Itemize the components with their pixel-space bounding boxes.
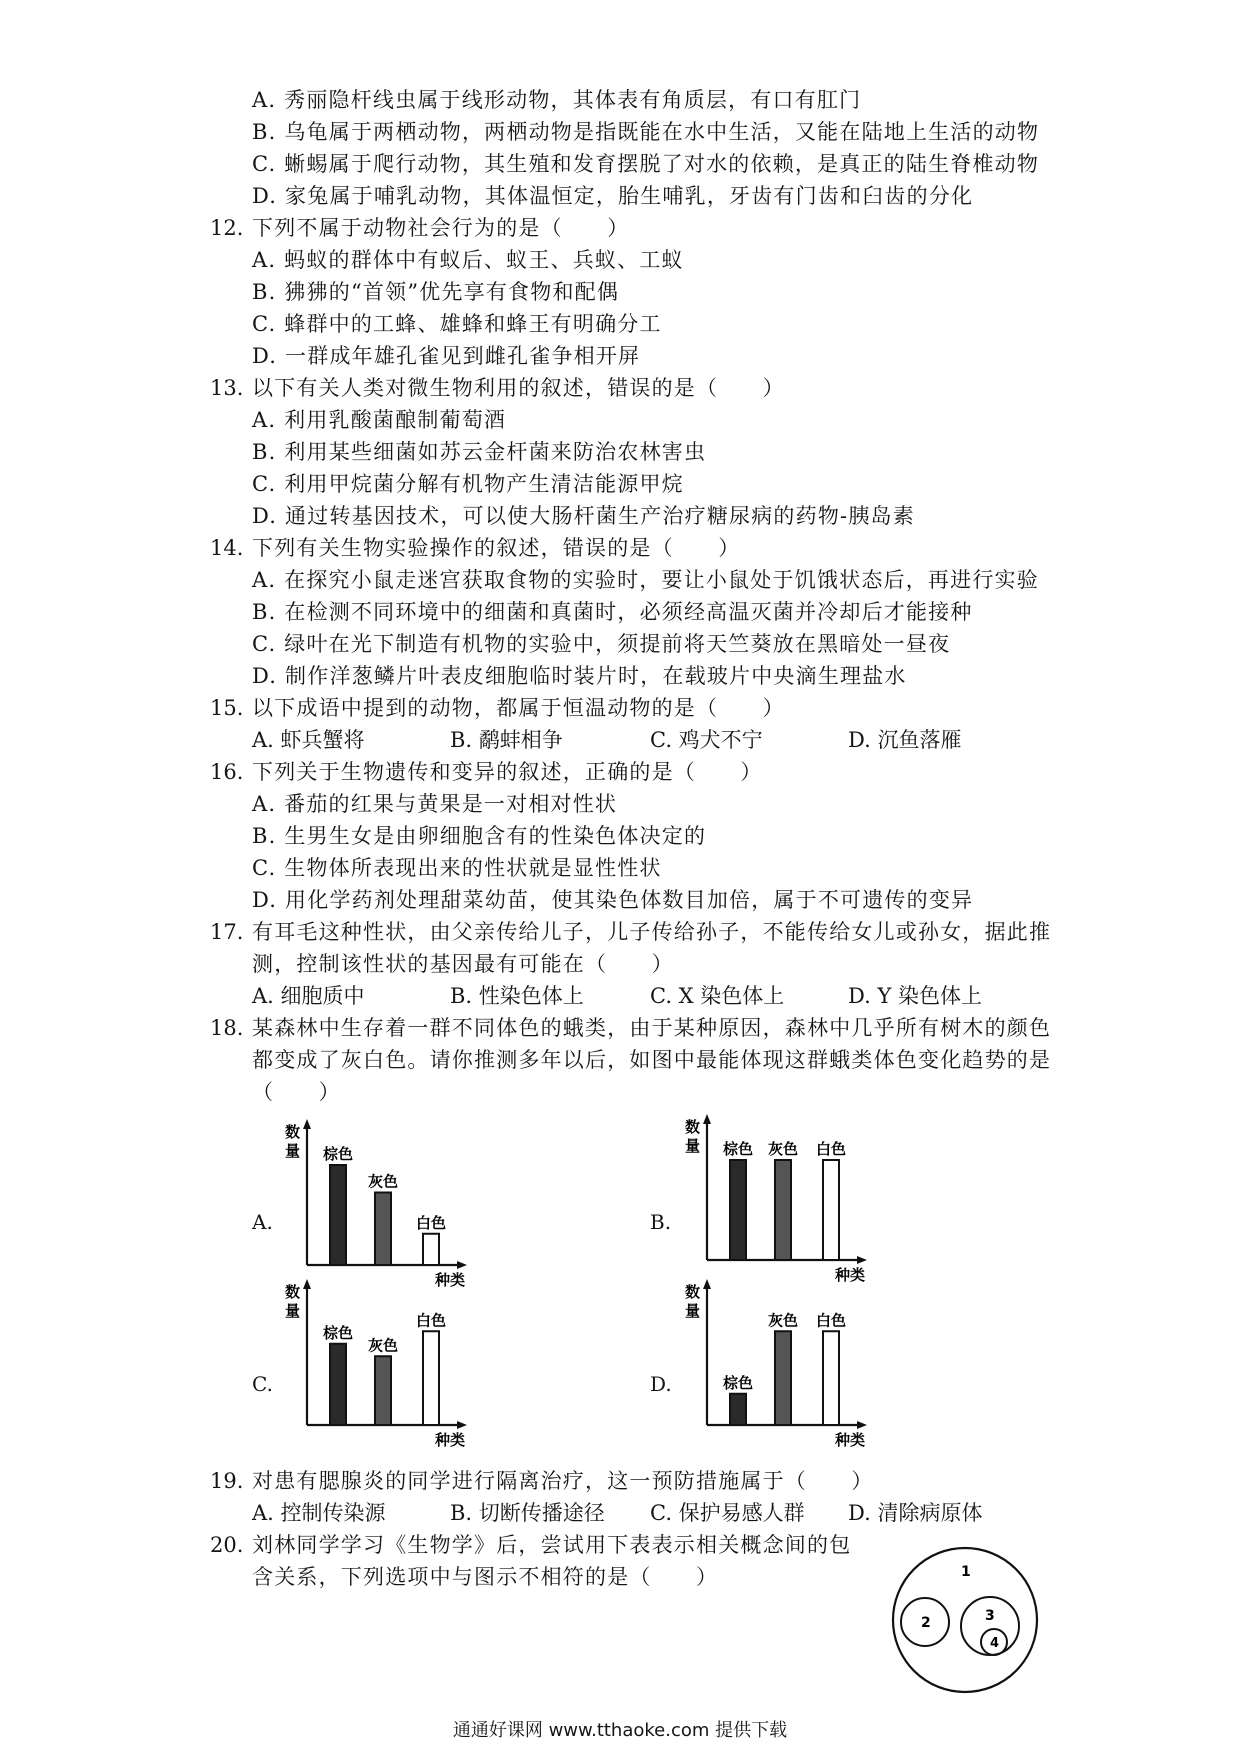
q16-option-c: C. 生物体所表现出来的性状就是显性性状 [252,856,662,880]
q14-option-b: B. 在检测不同环境中的细菌和真菌时，必须经高温灭菌并冷却后才能接种 [252,600,973,624]
q12-option-b: B. 狒狒的“首领”优先享有食物和配偶 [252,280,620,304]
y-axis-label: 量 [685,1302,701,1320]
x-axis-label: 种类 [835,1266,866,1284]
chart-b [685,1110,885,1285]
bar-label-2: 灰色 [767,1140,799,1158]
q17-stem-line1: 有耳毛这种性状，由父亲传给儿子，儿子传给孙子，不能传给女儿或孙女，据此推 [252,920,1052,944]
bar-2 [775,1331,791,1425]
q16-option-d: D. 用化学药剂处理甜菜幼苗，使其染色体数目加倍，属于不可遗传的变异 [252,888,974,912]
q15-stem: 以下成语中提到的动物，都属于恒温动物的是（ ） [252,696,785,720]
q12-stem: 下列不属于动物社会行为的是（ ） [252,216,630,240]
bar-label-1: 棕色 [322,1145,354,1163]
q20-stem-line2: 含关系，下列选项中与图示不相符的是（ ） [252,1565,719,1589]
chart-d [685,1275,885,1450]
q16-stem: 下列关于生物遗传和变异的叙述，正确的是（ ） [252,760,763,784]
circle-4-label: 4 [990,1636,1000,1651]
x-axis-label: 种类 [835,1431,866,1449]
circle-3-label: 3 [985,1608,995,1624]
y-axis-label: 数 [285,1283,301,1301]
q11-option-c: C. 蜥蜴属于爬行动物，其生殖和发育摆脱了对水的依赖，是真正的陆生脊椎动物 [252,152,1040,176]
y-axis-label: 量 [285,1142,301,1160]
bar-label-1: 棕色 [722,1373,754,1392]
chart-a [285,1115,485,1290]
q18-number: 18. [210,1016,244,1040]
q20-concept-diagram [885,1540,1045,1700]
bar-1 [330,1165,346,1265]
chart-c-option-label: C. [252,1372,273,1396]
q19-stem: 对患有腮腺炎的同学进行隔离治疗，这一预防措施属于（ ） [252,1469,874,1493]
bar-3 [423,1331,439,1425]
q14-stem: 下列有关生物实验操作的叙述，错误的是（ ） [252,536,741,560]
x-axis-label: 种类 [435,1431,466,1449]
q18-stem-line2: 都变成了灰白色。请你推测多年以后，如图中最能体现这群蛾类体色变化趋势的是 [252,1048,1052,1072]
q20-number: 20. [210,1533,244,1557]
x-axis-label: 种类 [435,1271,466,1289]
q17-option-c: C. X 染色体上 [650,984,785,1008]
x-axis-arrow [857,1256,867,1264]
q13-option-c: C. 利用甲烷菌分解有机物产生清洁能源甲烷 [252,472,684,496]
q13-number: 13. [210,376,244,400]
chart-svg [285,1275,485,1450]
chart-d-option-label: D. [650,1372,672,1396]
bar-1 [730,1394,746,1425]
bar-label-3: 白色 [815,1311,847,1330]
bar-label-2: 灰色 [367,1336,399,1355]
q12-option-a: A. 蚂蚁的群体中有蚁后、蚁王、兵蚁、工蚁 [252,248,684,272]
y-axis-label: 数 [685,1118,701,1136]
q17-option-b: B. 性染色体上 [450,984,584,1008]
q12-option-c: C. 蜂群中的工蜂、雄蜂和蜂王有明确分工 [252,312,662,336]
q11-option-a: A. 秀丽隐杆线虫属于线形动物，其体表有角质层，有口有肛门 [252,88,862,112]
q19-option-d: D. 清除病原体 [848,1501,983,1525]
q14-option-a: A. 在探究小鼠走迷宫获取食物的实验时，要让小鼠处于饥饿状态后，再进行实验 [252,568,1039,592]
bar-2 [775,1160,791,1260]
y-axis-label: 数 [285,1123,301,1141]
q19-option-c: C. 保护易感人群 [650,1501,805,1525]
bar-2 [375,1193,391,1266]
bar-label-2: 灰色 [767,1311,799,1330]
bar-label-3: 白色 [815,1140,847,1158]
q20-stem-line1: 刘林同学学习《生物学》后，尝试用下表表示相关概念间的包 [252,1533,852,1557]
q15-option-d: D. 沉鱼落雁 [848,728,962,752]
q17-option-a: A. 细胞质中 [252,984,365,1008]
y-axis-label: 量 [285,1302,301,1320]
q11-option-d: D. 家兔属于哺乳动物，其体温恒定，胎生哺乳，牙齿有门齿和臼齿的分化 [252,184,974,208]
bar-label-1: 棕色 [722,1140,754,1158]
q18-stem-line1: 某森林中生存着一群不同体色的蛾类，由于某种原因，森林中几乎所有树木的颜色 [252,1016,1052,1040]
x-axis-arrow [857,1421,867,1429]
q16-option-a: A. 番茄的红果与黄果是一对相对性状 [252,792,618,816]
q14-number: 14. [210,536,244,560]
bar-label-2: 灰色 [367,1172,399,1191]
q18-stem-line3: （ ） [252,1080,341,1104]
q15-option-c: C. 鸡犬不宁 [650,728,763,752]
y-axis-arrow [303,1279,311,1289]
q11-option-b: B. 乌龟属于两栖动物，两栖动物是指既能在水中生活，又能在陆地上生活的动物 [252,120,1040,144]
y-axis-arrow [703,1279,711,1289]
x-axis-arrow [457,1421,467,1429]
y-axis-label: 量 [685,1137,701,1155]
q13-stem: 以下有关人类对微生物利用的叙述，错误的是（ ） [252,376,785,400]
y-axis-label: 数 [685,1283,701,1301]
q17-option-d: D. Y 染色体上 [848,984,982,1008]
chart-svg [685,1110,885,1285]
q13-option-a: A. 利用乳酸菌酿制葡萄酒 [252,408,507,432]
q15-number: 15. [210,696,244,720]
chart-svg [685,1275,885,1450]
q15-option-b: B. 鹬蚌相争 [450,728,563,752]
bar-3 [423,1234,439,1265]
bar-label-3: 白色 [415,1311,447,1330]
bar-label-3: 白色 [415,1213,447,1232]
q12-number: 12. [210,216,244,240]
q13-option-d: D. 通过转基因技术，可以使大肠杆菌生产治疗糖尿病的药物-胰岛素 [252,504,915,528]
y-axis-arrow [703,1114,711,1124]
q15-option-a: A. 虾兵蟹将 [252,728,365,752]
footer: 通通好课网 www.tthaoke.com 提供下载 [452,1720,788,1741]
circle-2-label: 2 [921,1615,931,1631]
q13-option-b: B. 利用某些细菌如苏云金杆菌来防治农林害虫 [252,440,707,464]
bar-1 [330,1344,346,1425]
chart-svg [285,1115,485,1290]
x-axis-arrow [457,1261,467,1269]
bar-3 [823,1160,839,1260]
q19-option-a: A. 控制传染源 [252,1501,386,1525]
circle-1-label: 1 [961,1564,971,1580]
q14-option-d: D. 制作洋葱鳞片叶表皮细胞临时装片时，在载玻片中央滴生理盐水 [252,664,907,688]
q16-number: 16. [210,760,244,784]
q17-stem-line2: 测，控制该性状的基因最有可能在（ ） [252,952,674,976]
bar-2 [375,1356,391,1425]
q17-number: 17. [210,920,244,944]
bar-1 [730,1160,746,1260]
chart-a-option-label: A. [252,1210,273,1234]
q14-option-c: C. 绿叶在光下制造有机物的实验中，须提前将天竺葵放在黑暗处一昼夜 [252,632,951,656]
bar-label-1: 棕色 [322,1323,354,1342]
chart-b-option-label: B. [650,1210,672,1234]
q19-number: 19. [210,1469,244,1493]
chart-c [285,1275,485,1450]
q12-option-d: D. 一群成年雄孔雀见到雌孔雀争相开屏 [252,344,641,368]
bar-3 [823,1331,839,1425]
y-axis-arrow [303,1119,311,1129]
q16-option-b: B. 生男生女是由卵细胞含有的性染色体决定的 [252,824,707,848]
q19-option-b: B. 切断传播途径 [450,1501,605,1525]
